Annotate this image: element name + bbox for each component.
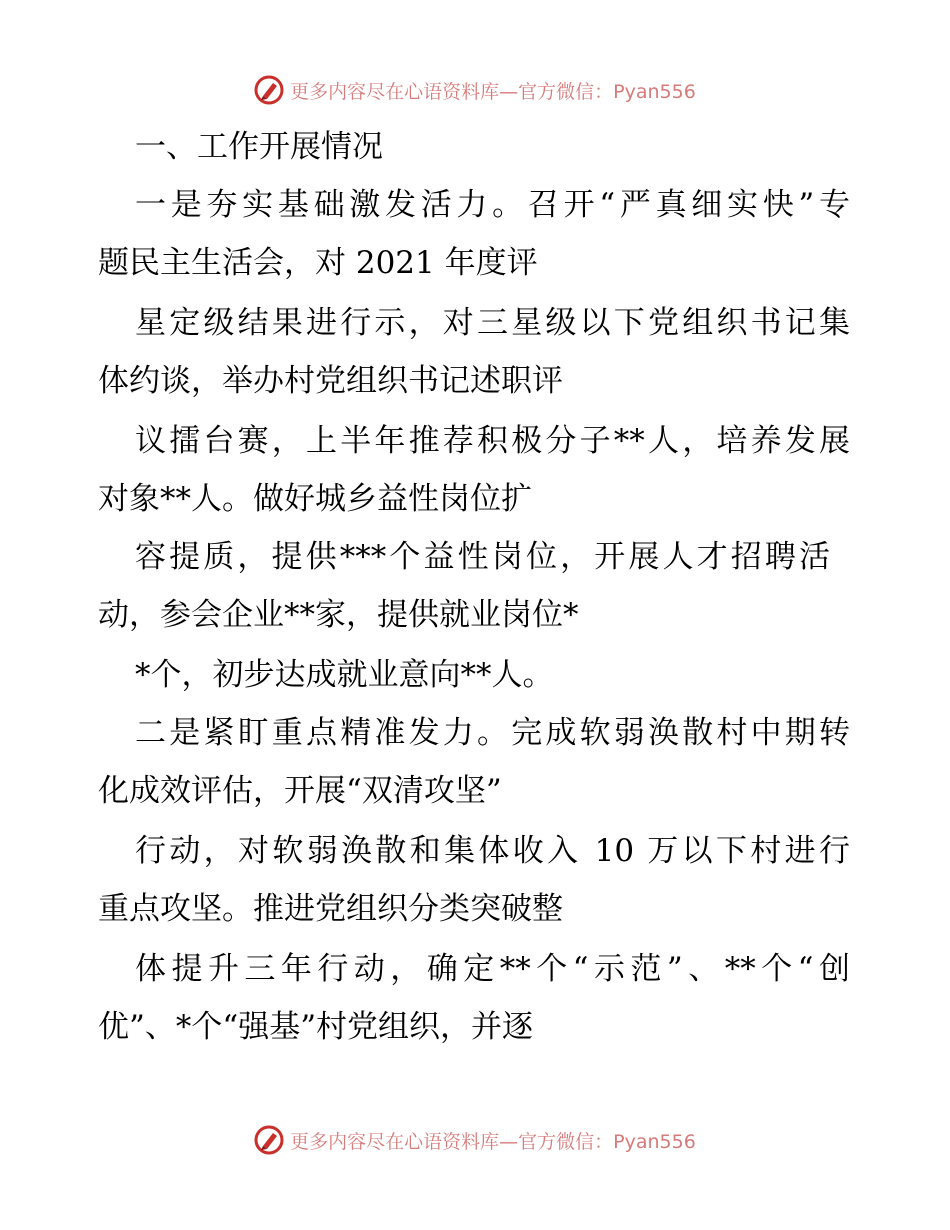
paragraph-line: 动，参会企业**家，提供就业岗位* xyxy=(98,597,579,633)
pen-nib-logo-icon xyxy=(254,75,284,105)
paragraph-line: 对象**人。做好城乡益性岗位扩 xyxy=(98,481,532,517)
paragraph-line: 行动，对软弱涣散和集体收入 10 万以下村进行 xyxy=(135,833,850,869)
paragraph-line: 一是夯实基础激发活力。召开“严真细实快”专 xyxy=(135,187,850,223)
paragraph-line: 体提升三年行动，确定**个“示范”、**个“创 xyxy=(135,951,850,987)
header-watermark xyxy=(0,70,950,110)
paragraph-line: 星定级结果进行示，对三星级以下党组织书记集 xyxy=(135,305,850,341)
paragraph-line: 容提质，提供***个益性岗位，开展人才招聘活 xyxy=(135,539,830,575)
paragraph-line: 议擂台赛，上半年推荐积极分子**人，培养发展 xyxy=(135,423,850,459)
section-heading: 一、工作开展情况 xyxy=(135,129,383,165)
pen-nib-logo-icon xyxy=(254,1125,284,1155)
footer-watermark xyxy=(0,1120,950,1160)
watermark-text: 更多内容尽在心语资料库—官方微信：Pyan556 xyxy=(290,1130,696,1153)
watermark-text: 更多内容尽在心语资料库—官方微信：Pyan556 xyxy=(290,80,696,103)
paragraph-line: 体约谈，举办村党组织书记述职评 xyxy=(98,363,563,399)
paragraph-line: 题民主生活会，对 2021 年度评 xyxy=(98,245,538,281)
paragraph-line: 二是紧盯重点精准发力。完成软弱涣散村中期转 xyxy=(135,715,850,751)
paragraph-line: *个，初步达成就业意向**人。 xyxy=(135,657,554,693)
paragraph-line: 优”、*个“强基”村党组织，并逐 xyxy=(98,1009,534,1045)
paragraph-line: 重点攻坚。推进党组织分类突破整 xyxy=(98,891,563,927)
paragraph-line: 化成效评估，开展“双清攻坚” xyxy=(98,773,502,809)
